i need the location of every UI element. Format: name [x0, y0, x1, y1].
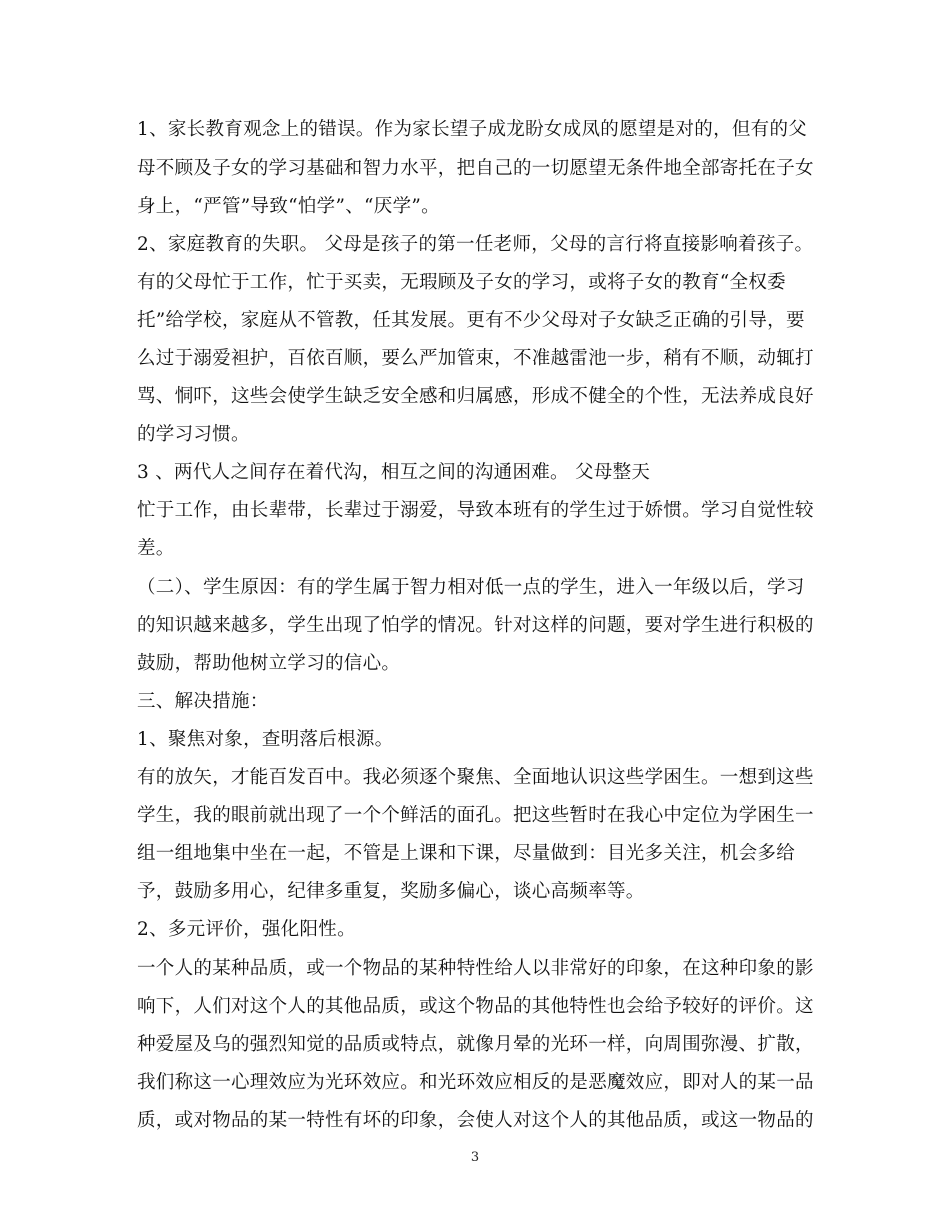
text-line: 1、家长教育观念上的错误。作为家长望子成龙盼女成凤的愿望是对的，但有的父: [137, 119, 808, 140]
text-line: 么过于溺爱袒护，百依百顺，要么严加管束，不准越雷池一步，稍有不顺，动辄打: [137, 348, 814, 369]
text-line: 我们称这一心理效应为光环效应。和光环效应相反的是恶魔效应，即对人的某一品: [137, 1072, 814, 1093]
text-line: 组一组地集中坐在一起，不管是上课和下课，尽量做到：目光多关注，机会多给: [137, 843, 796, 864]
text-line: 响下，人们对这个人的其他品质，或这个物品的其他特性也会给予较好的评价。这: [137, 996, 814, 1017]
subheading: 1、聚焦对象，查明落后根源。: [137, 729, 394, 750]
subheading: 2、多元评价，强化阳性。: [137, 919, 356, 940]
text-line: 骂、恫吓，这些会使学生缺乏安全感和归属感，形成不健全的个性，无法养成良好: [137, 386, 814, 407]
text-line: 种爱屋及乌的强烈知觉的品质或特点，就像月晕的光环一样，向周围弥漫、扩散，: [137, 1034, 814, 1055]
text-line: 质，或对物品的某一特性有坏的印象，会使人对这个人的其他品质，或这一物品的: [137, 1110, 814, 1131]
section-heading: 三、解决措施：: [137, 691, 269, 712]
text-line: 母不顾及子女的学习基础和智力水平，把自己的一切愿望无条件地全部寄托在子女: [137, 158, 814, 179]
text-line: 忙于工作，由长辈带，长辈过于溺爱，导致本班有的学生过于娇惯。学习自觉性较: [137, 500, 814, 521]
text-line: 有的父母忙于工作，忙于买卖，无瑕顾及子女的学习，或将子女的教育“全权委: [137, 272, 786, 293]
text-line: 鼓励，帮助他树立学习的信心。: [137, 653, 401, 674]
text-line: （二）、学生原因：有的学生属于智力相对低一点的学生，进入一年级以后，学习: [137, 577, 805, 598]
text-line: 有的放矢，才能百发百中。我必须逐个聚焦、全面地认识这些学困生。一想到这些: [137, 767, 814, 788]
text-line: 身上，“严管”导致“怕学”、“厌学”。: [137, 196, 440, 217]
text-line: 的知识越来越多，学生出现了怕学的情况。针对这样的问题，要对学生进行积极的: [137, 615, 814, 636]
page-number: 3: [470, 1150, 480, 1165]
text-line: 一个人的某种品质，或一个物品的某种特性给人以非常好的印象，在这种印象的影: [137, 958, 814, 979]
text-line: 2、家庭教育的失职。 父母是孩子的第一任老师，父母的言行将直接影响着孩子。: [137, 234, 814, 255]
text-line: 差。: [137, 538, 175, 559]
text-line: 托”给学校，家庭从不管教，任其发展。更有不少父母对子女缺乏正确的引导，要: [137, 310, 805, 331]
text-line: 学生，我的眼前就出现了一个个鲜活的面孔。把这些暂时在我心中定位为学困生一: [137, 805, 814, 826]
text-line: 予，鼓励多用心，纪律多重复，奖励多偏心，谈心高频率等。: [137, 881, 645, 902]
text-line: 3 、两代人之间存在着代沟，相互之间的沟通困难。 父母整天: [137, 462, 651, 483]
text-line: 的学习习惯。: [137, 424, 250, 445]
